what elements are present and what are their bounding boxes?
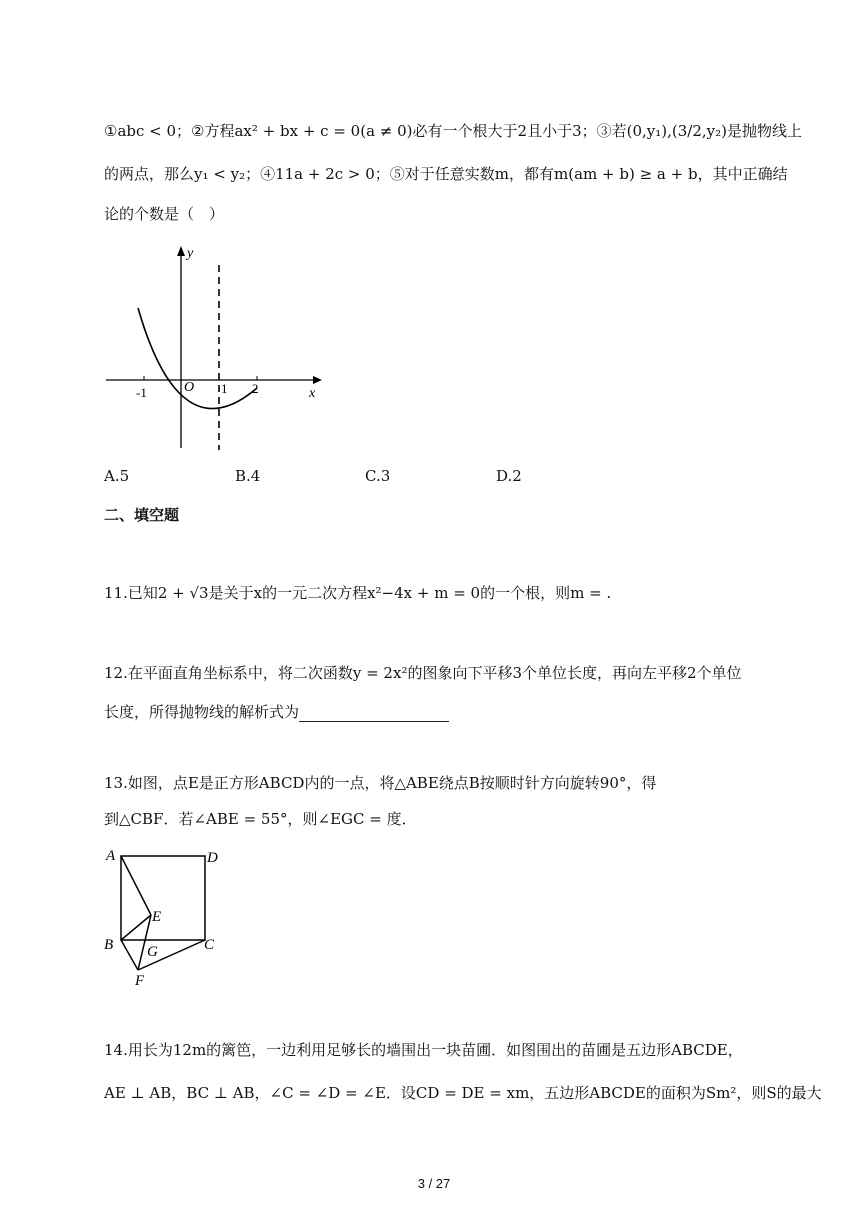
x-axis-label: x — [309, 386, 316, 401]
label-b: B — [104, 937, 114, 953]
label-a: A — [106, 848, 116, 864]
square-rotation-figure — [100, 842, 230, 992]
q13-line1: 13.如图，点E是正方形ABCD内的一点，将△ABE绕点B按顺时针方向旋转90°，得 — [104, 774, 657, 792]
label-g: G — [147, 944, 158, 960]
option-b[interactable]: B.4 — [235, 467, 261, 485]
square-abcd — [121, 856, 205, 940]
tick-label-neg1: -1 — [136, 385, 147, 400]
q12-answer-blank[interactable] — [299, 706, 449, 722]
q10-line3: 论的个数是（ ） — [104, 205, 225, 223]
origin-label: O — [184, 380, 195, 395]
q12-line2-text: 长度，所得抛物线的解析式为 — [104, 703, 300, 721]
label-d: D — [207, 850, 218, 866]
tick-label-1: 1 — [221, 381, 228, 396]
option-d[interactable]: D.2 — [496, 467, 522, 485]
label-e: E — [152, 909, 162, 925]
q13-line2: 到△CBF．若∠ABE = 55°，则∠EGC = 度． — [104, 810, 417, 828]
section-title: 二、填空题 — [104, 506, 180, 524]
page-number: 3 / 27 — [417, 1176, 451, 1191]
y-axis-arrow — [177, 246, 185, 256]
parabola-graph — [100, 240, 340, 455]
q10-line1: ①abc < 0；②方程ax² + bx + c = 0(a ≠ 0)必有一个根大于2且小于3；③若(0,y₁),(3/2,y₂)是抛物线上 — [104, 122, 802, 140]
option-a[interactable]: A.5 — [104, 467, 130, 485]
option-c[interactable]: C.3 — [365, 467, 391, 485]
q10-line2: 的两点，那么y₁ < y₂；④11a + 2c > 0；⑤对于任意实数m，都有m(am + b) ≥ a + b，其中正确结 — [104, 165, 788, 183]
parabola-curve — [138, 308, 257, 409]
q12-line2 — [104, 702, 449, 722]
q11-text: 11.已知2 + √3是关于x的一元二次方程x²−4x + m = 0的一个根，则m = . — [104, 584, 612, 602]
label-f: F — [135, 973, 145, 989]
q14-line1: 14.用长为12m的篱笆，一边利用足够长的墙围出一块苗圃．如图围出的苗圃是五边形ABCDE， — [104, 1041, 743, 1059]
x-axis-arrow — [313, 376, 322, 384]
q14-line2: AE ⊥ AB，BC ⊥ AB，∠C = ∠D = ∠E．设CD = DE = xm，五边形ABCDE的面积为Sm²，则S的最大 — [104, 1084, 822, 1102]
label-c: C — [204, 937, 215, 953]
y-axis-label: y — [187, 246, 194, 261]
q12-line1: 12.在平面直角坐标系中，将二次函数y = 2x²的图象向下平移3个单位长度，再向左平移2个单位 — [104, 664, 742, 682]
tick-label-2: 2 — [252, 381, 259, 396]
